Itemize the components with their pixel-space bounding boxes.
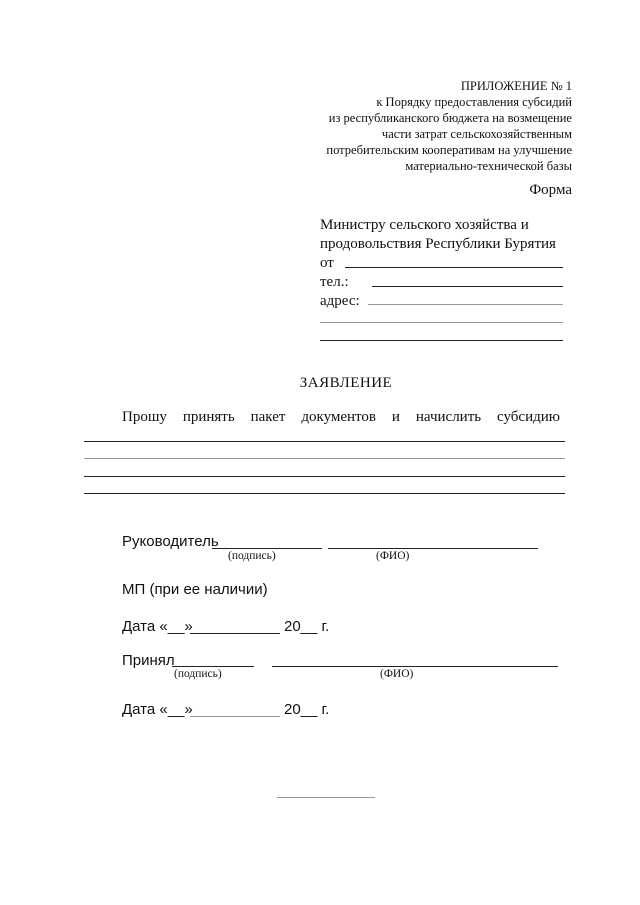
addressee-block	[320, 216, 556, 311]
date-month-line[interactable]	[190, 716, 280, 717]
request-line-2[interactable]	[84, 458, 565, 459]
phone-label: тел.:	[320, 274, 349, 290]
received-signature-line[interactable]	[172, 666, 254, 667]
date-year: 20__ г.	[284, 618, 330, 635]
annex-line: к Порядку предоставления субсидий	[376, 95, 572, 109]
request-line-1[interactable]	[84, 441, 565, 442]
head-name-caption: (ФИО)	[376, 550, 410, 562]
form-label: Форма	[529, 182, 572, 198]
received-signature-caption: (подпись)	[174, 668, 222, 680]
addressee-line: Министру сельского хозяйства и	[320, 217, 529, 233]
stamp-text: МП (при ее наличии)	[122, 581, 268, 598]
date-prefix: Дата «__»	[122, 701, 193, 718]
received-label: Принял	[122, 652, 175, 669]
annex-line: потребительским кооперативам на улучшение	[326, 143, 572, 157]
head-label: Руководитель	[122, 533, 219, 550]
address-field-line-3[interactable]	[320, 340, 563, 341]
address-field-line-2[interactable]	[320, 322, 563, 323]
from-label: от	[320, 255, 334, 271]
footnote-separator	[277, 797, 375, 798]
head-signature-line[interactable]	[212, 548, 322, 549]
date-prefix: Дата «__»	[122, 618, 193, 635]
annex-line: части затрат сельскохозяйственным	[381, 127, 572, 141]
annex-header	[326, 78, 572, 174]
document-title: ЗАЯВЛЕНИЕ	[299, 375, 393, 391]
date-year: 20__ г.	[284, 701, 330, 718]
received-name-caption: (ФИО)	[380, 668, 414, 680]
from-field-line[interactable]	[345, 267, 563, 268]
address-label: адрес:	[320, 293, 360, 309]
addressee-line: продовольствия Республики Бурятия	[320, 236, 556, 252]
phone-field-line[interactable]	[372, 286, 563, 287]
received-name-line[interactable]	[272, 666, 558, 667]
request-line-3[interactable]	[84, 476, 565, 477]
address-field-line[interactable]	[368, 304, 563, 305]
annex-line: материально-технической базы	[405, 159, 572, 173]
annex-line: из республиканского бюджета на возмещение	[328, 111, 572, 125]
date-month-line[interactable]	[190, 633, 280, 634]
head-signature-caption: (подпись)	[228, 550, 276, 562]
head-name-line[interactable]	[328, 548, 538, 549]
request-text: Прошу принять пакет документов и начислить субсидию	[122, 409, 560, 425]
annex-title: ПРИЛОЖЕНИЕ № 1	[460, 79, 572, 93]
request-line-4[interactable]	[84, 493, 565, 494]
